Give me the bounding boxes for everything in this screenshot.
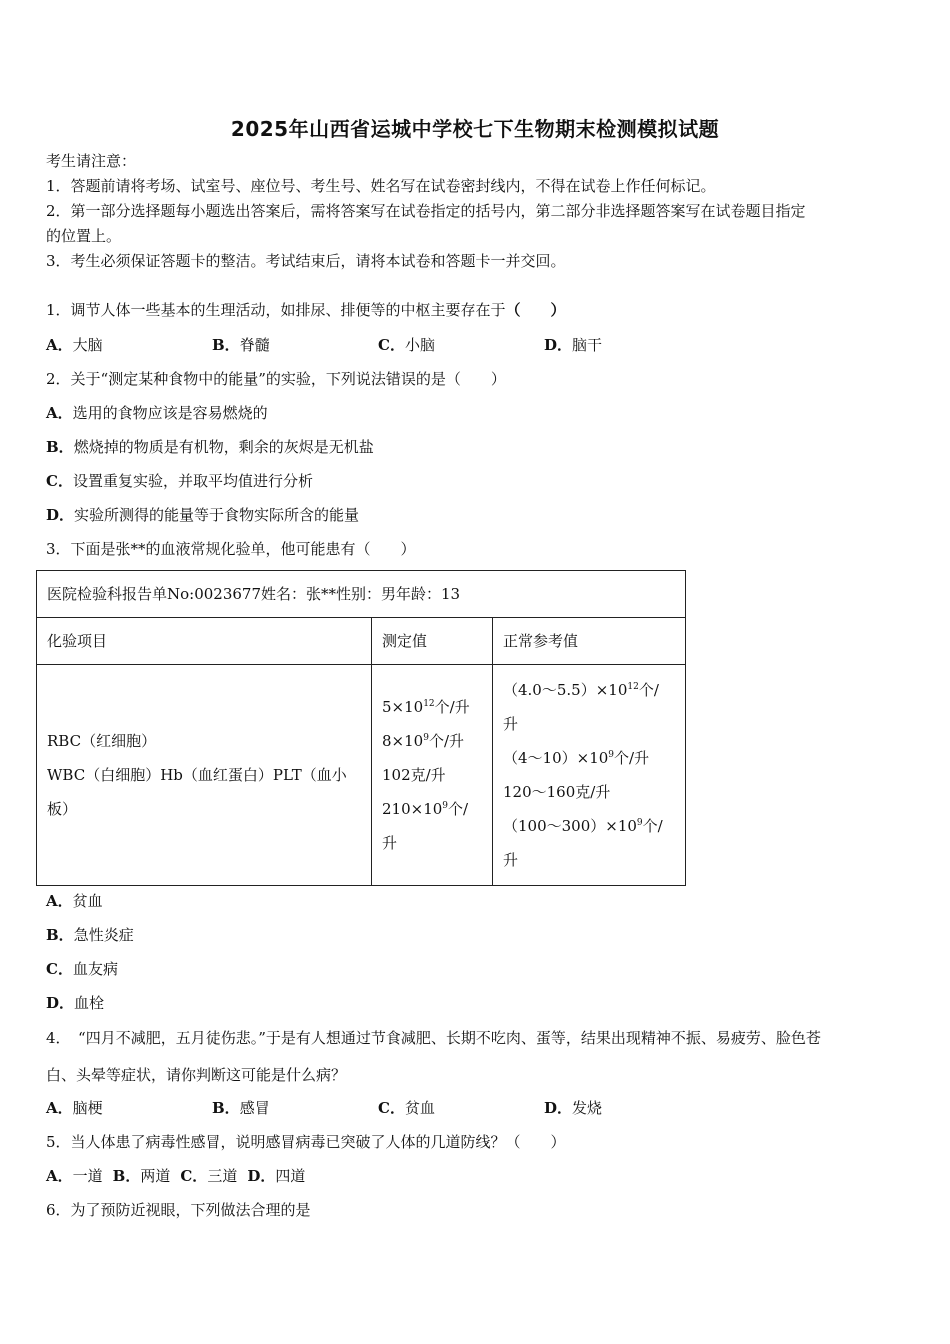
option-text: 脊髓 <box>239 336 270 354</box>
option-text: 急性炎症 <box>73 926 134 944</box>
option-b[interactable] <box>46 437 374 457</box>
option-b[interactable] <box>46 925 134 945</box>
option-text: 实验所测得的能量等于食物实际所含的能量 <box>74 506 360 524</box>
option-label: A． <box>46 892 73 910</box>
question-2-stem: 2．关于“测定某种食物中的能量”的实验，下列说法错误的是（ ） <box>46 370 506 388</box>
option-label: A． <box>46 1099 73 1117</box>
option-label: C． <box>180 1167 208 1185</box>
option-text: 贫血 <box>404 1099 435 1117</box>
option-text: 四道 <box>275 1167 306 1185</box>
option-label: D． <box>46 506 75 524</box>
question-1-text: 1．调节人体一些基本的生理活动，如排尿、排便等的中枢主要存在于 <box>46 301 506 319</box>
option-text: 血友病 <box>72 960 118 978</box>
option-label: A． <box>46 336 73 354</box>
option-label: B． <box>46 438 74 456</box>
option-label: D． <box>46 994 75 1012</box>
option-label: B． <box>212 336 240 354</box>
option-d[interactable] <box>247 1166 305 1186</box>
option-label: A． <box>46 1167 73 1185</box>
column-header-reference: 正常参考值 <box>493 618 686 665</box>
notice-item: 的位置上。 <box>46 227 122 245</box>
column-header-item: 化验项目 <box>37 618 372 665</box>
option-text: 发烧 <box>572 1099 603 1117</box>
test-item: WBC（白细胞）Hb（血红蛋白）PLT（血小 <box>47 766 347 784</box>
option-c[interactable] <box>378 1098 544 1118</box>
measured-value: $5\times 10^{12}$个/升 <box>382 698 470 716</box>
option-a[interactable] <box>46 891 103 911</box>
option-label: D． <box>544 1099 573 1117</box>
option-label: D． <box>247 1167 276 1185</box>
answer-parentheses: （ ） <box>505 301 566 319</box>
measured-value: 升 <box>382 834 398 852</box>
option-text: 一道 <box>72 1167 103 1185</box>
option-b[interactable] <box>212 335 378 355</box>
option-text: 设置重复实验，并取平均值进行分析 <box>72 472 313 490</box>
option-b[interactable] <box>113 1166 171 1186</box>
option-b[interactable] <box>212 1098 378 1118</box>
reference-value: $(4.0\sim 5.5)\times 10^{12}$个/ <box>503 681 659 699</box>
measured-values-cell <box>372 665 493 886</box>
question-4-stem: 4． “四月不减肥，五月徒伤悲。”于是有人想通过节食减肥、长期不吃肉、蛋等，结果出现精神不振、易疲劳、脸色苍 <box>46 1029 821 1047</box>
option-label: D． <box>544 336 573 354</box>
notice-heading: 考生请注意： <box>46 152 137 170</box>
question-4-stem-cont: 白、头晕等症状，请你判断这可能是什么病？ <box>46 1066 347 1084</box>
option-a[interactable] <box>46 335 212 355</box>
table-row <box>37 665 686 886</box>
option-c[interactable] <box>46 471 313 491</box>
page-title: 2025年山西省运城中学校七下生物期末检测模拟试题 <box>230 117 720 141</box>
option-a[interactable] <box>46 1166 103 1186</box>
option-text: 两道 <box>140 1167 171 1185</box>
question-4-options <box>46 1098 602 1118</box>
option-text: 血栓 <box>74 994 105 1012</box>
reference-value: 升 <box>503 715 519 733</box>
option-text: 大脑 <box>72 336 103 354</box>
notice-item: 2．第一部分选择题每小题选出答案后，需将答案写在试卷指定的括号内，第二部分非选择题答案写在试卷题目指定 <box>46 202 806 220</box>
option-label: B． <box>212 1099 240 1117</box>
option-text: 三道 <box>207 1167 238 1185</box>
option-label: C． <box>378 336 405 354</box>
question-1-options <box>46 335 602 355</box>
option-text: 小脑 <box>404 336 435 354</box>
test-item: 板） <box>47 800 78 818</box>
option-label: B． <box>112 1167 141 1185</box>
option-label: C． <box>46 472 73 490</box>
option-d[interactable] <box>46 993 104 1013</box>
question-1-stem <box>46 300 566 320</box>
test-item: RBC（红细胞） <box>47 732 157 750</box>
reference-value: 升 <box>503 851 519 869</box>
measured-value: $210\times 10^9$个/ <box>382 800 469 818</box>
question-3-stem: 3．下面是张**的血液常规化验单，他可能患有（ ） <box>46 540 416 558</box>
option-text: 脑梗 <box>72 1099 103 1117</box>
option-c[interactable] <box>378 335 544 355</box>
option-text: 感冒 <box>239 1099 270 1117</box>
reference-values-cell <box>493 665 686 886</box>
question-6-stem: 6．为了预防近视眼，下列做法合理的是 <box>46 1201 311 1219</box>
measured-value: $8\times 10^9$个/升 <box>382 732 464 750</box>
option-a[interactable] <box>46 1098 212 1118</box>
option-label: C． <box>378 1099 405 1117</box>
reference-value: $(100\sim 300)\times 10^9$个/ <box>503 817 663 835</box>
question-5-options <box>46 1166 305 1186</box>
option-c[interactable] <box>180 1166 237 1186</box>
option-d[interactable] <box>544 1098 602 1118</box>
table-column-headers <box>37 618 686 665</box>
option-text: 贫血 <box>72 892 103 910</box>
option-label: B． <box>46 926 74 944</box>
column-header-measured: 测定值 <box>372 618 493 665</box>
option-text: 燃烧掉的物质是有机物，剩余的灰烬是无机盐 <box>73 438 374 456</box>
option-d[interactable] <box>46 505 359 525</box>
test-items-cell <box>37 665 372 886</box>
notice-item: 3．考生必须保证答题卡的整洁。考试结束后，请将本试卷和答题卡一并交回。 <box>46 252 566 270</box>
option-c[interactable] <box>46 959 118 979</box>
blood-test-table <box>36 570 686 886</box>
option-d[interactable] <box>544 335 602 355</box>
reference-value: 120～160克/升 <box>503 783 611 801</box>
reference-value: $(4\sim 10)\times 10^9$个/升 <box>503 749 650 767</box>
option-label: A． <box>46 404 73 422</box>
report-header: 医院检验科报告单No:0023677姓名：张**性别：男年龄：13 <box>37 571 686 618</box>
option-text: 选用的食物应该是容易燃烧的 <box>72 404 268 422</box>
measured-value: 102克/升 <box>382 766 446 784</box>
notice-item: 1．答题前请将考场、试室号、座位号、考生号、姓名写在试卷密封线内，不得在试卷上作任何标记。 <box>46 177 716 195</box>
question-5-stem: 5．当人体患了病毒性感冒，说明感冒病毒已突破了人体的几道防线？（ ） <box>46 1133 566 1151</box>
option-label: C． <box>46 960 73 978</box>
table-header-row <box>37 571 686 618</box>
option-text: 脑干 <box>572 336 603 354</box>
option-a[interactable] <box>46 403 268 423</box>
